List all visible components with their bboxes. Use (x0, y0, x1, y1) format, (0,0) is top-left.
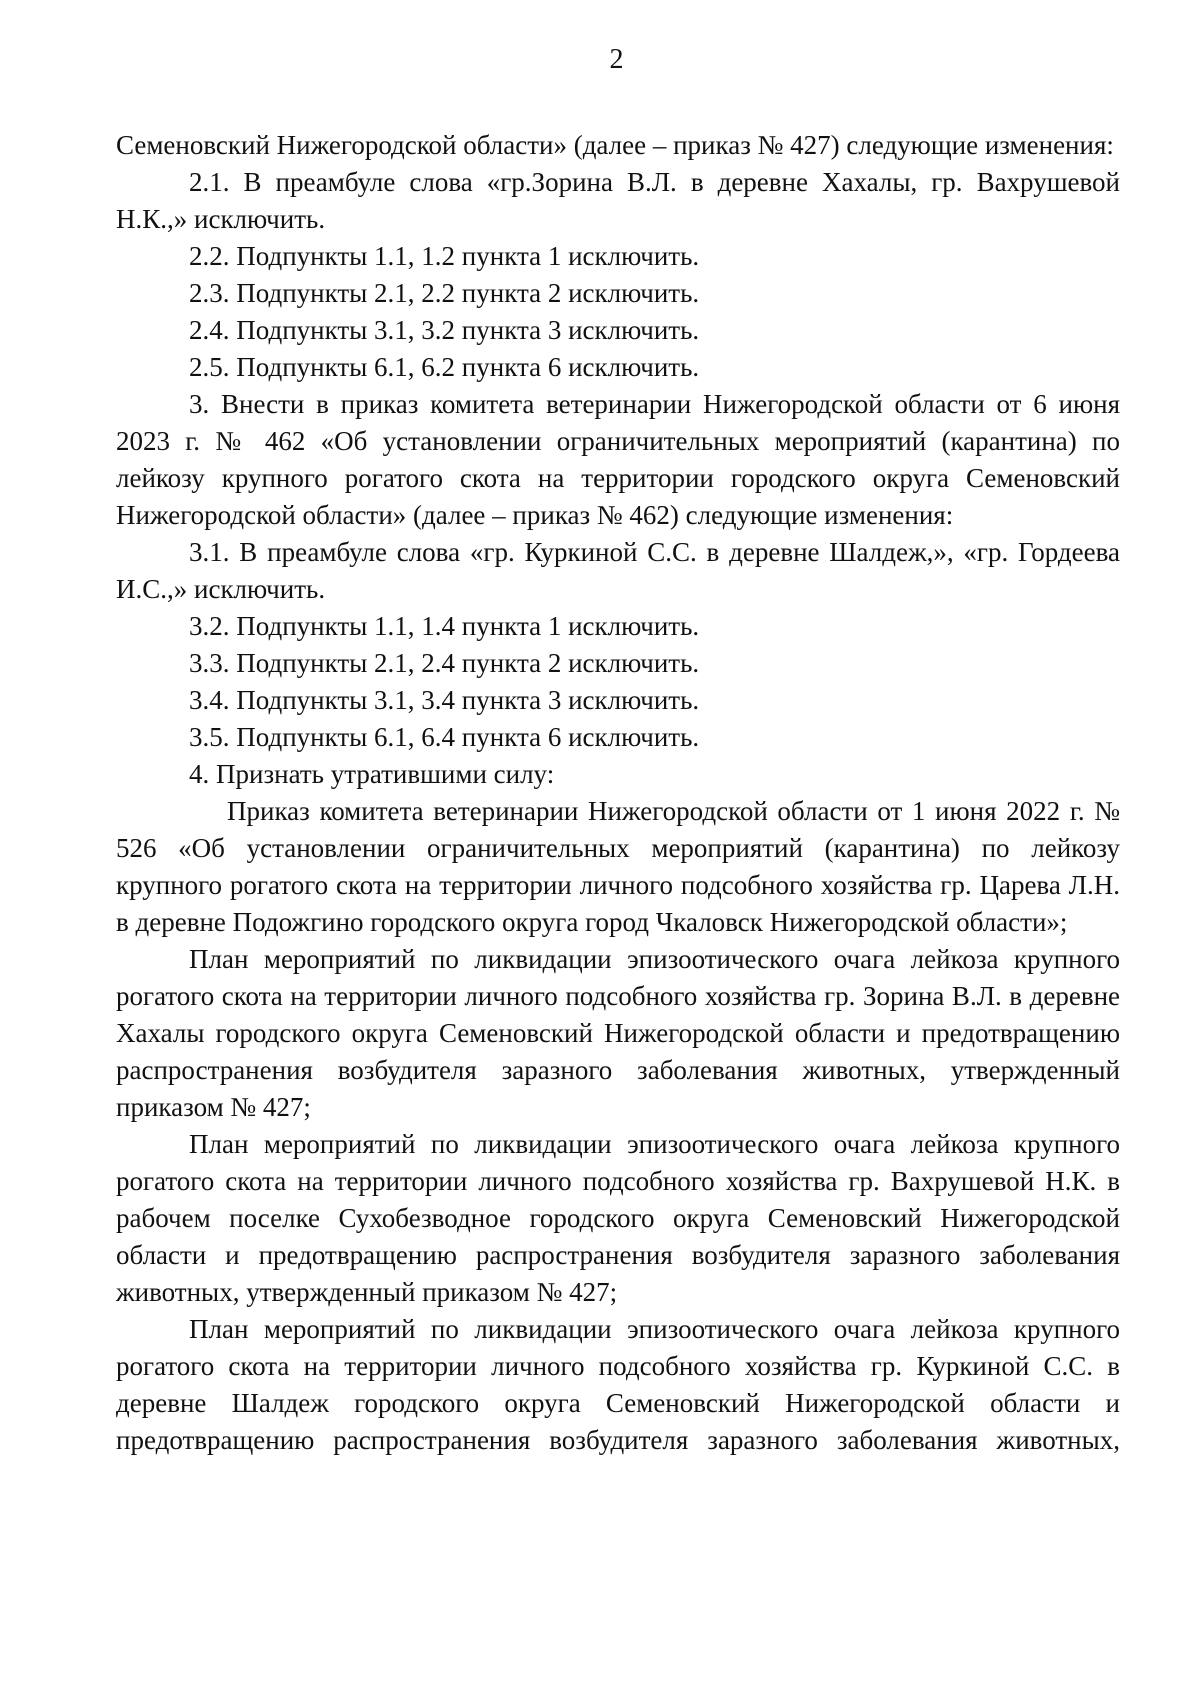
paragraph-3-3: 3.3. Подпункты 2.1, 2.4 пункта 2 исключить. (189, 648, 700, 678)
page-number: 2 (609, 44, 624, 75)
document-body (116, 127, 1120, 1459)
paragraph-2-1: 2.1. В преамбуле слова «гр.Зорина В.Л. в деревне Хахалы, гр. Вахрушевой Н.К.,» исключить. (116, 167, 1120, 234)
paragraph-3-2: 3.2. Подпункты 1.1, 1.4 пункта 1 исключить. (189, 611, 700, 641)
paragraph-2-4: 2.4. Подпункты 3.1, 3.2 пункта 3 исключить. (189, 315, 700, 345)
paragraph-plan-vakhrusheva: План мероприятий по ликвидации эпизоотического очага лейкоза крупного рогатого скота на территории личного подсобного хозяйства гр. Вахрушевой Н.К. в рабочем поселке Сухобезводное городского округа Семеновский Нижегородской области и предотвращению распространения возбудителя заразного заболевания животных, утвержденный приказом № 427; (116, 1129, 1120, 1307)
paragraph-order-526: Приказ комитета ветеринарии Нижегородской области от 1 июня 2022 г. № 526 «Об установлении ограничительных мероприятий (карантина) по лейкозу крупного рогатого скота на территории личного подсобного хозяйства гр. Царева Л.Н. в деревне Подожгино городского округа город Чкаловск Нижегородской области»; (116, 796, 1120, 937)
paragraph-4: 4. Признать утратившими силу: (189, 759, 555, 789)
paragraph-3-1: 3.1. В преамбуле слова «гр. Куркиной С.С. в деревне Шалдеж,», «гр. Гордеева И.С.,» исключить. (116, 537, 1120, 604)
paragraph-plan-kurkina: План мероприятий по ликвидации эпизоотического очага лейкоза крупного рогатого скота на территории личного подсобного хозяйства гр. Куркиной С.С. в деревне Шалдеж городского округа Семеновский Нижегородской области и предотвращению распространения возбудителя заразного заболевания животных, (116, 1314, 1120, 1455)
paragraph-2-5: 2.5. Подпункты 6.1, 6.2 пункта 6 исключить. (189, 352, 700, 382)
paragraph-3: 3. Внести в приказ комитета ветеринарии Нижегородской области от 6 июня 2023 г. № 462 «Об установлении ограничительных мероприятий (карантина) по лейкозу крупного рогатого скота на территории городского округа Семеновский Нижегородской области» (далее – приказ № 462) следующие изменения: (116, 389, 1120, 530)
paragraph-continuation: Семеновский Нижегородской области» (далее – приказ № 427) следующие изменения: (116, 130, 1114, 160)
paragraph-3-5: 3.5. Подпункты 6.1, 6.4 пункта 6 исключить. (189, 722, 700, 752)
paragraph-3-4: 3.4. Подпункты 3.1, 3.4 пункта 3 исключить. (189, 685, 700, 715)
paragraph-2-3: 2.3. Подпункты 2.1, 2.2 пункта 2 исключить. (189, 278, 700, 308)
paragraph-plan-zorin: План мероприятий по ликвидации эпизоотического очага лейкоза крупного рогатого скота на территории личного подсобного хозяйства гр. Зорина В.Л. в деревне Хахалы городского округа Семеновский Нижегородской области и предотвращению распространения возбудителя заразного заболевания животных, утвержденный приказом № 427; (116, 944, 1120, 1122)
paragraph-2-2: 2.2. Подпункты 1.1, 1.2 пункта 1 исключить. (189, 241, 700, 271)
